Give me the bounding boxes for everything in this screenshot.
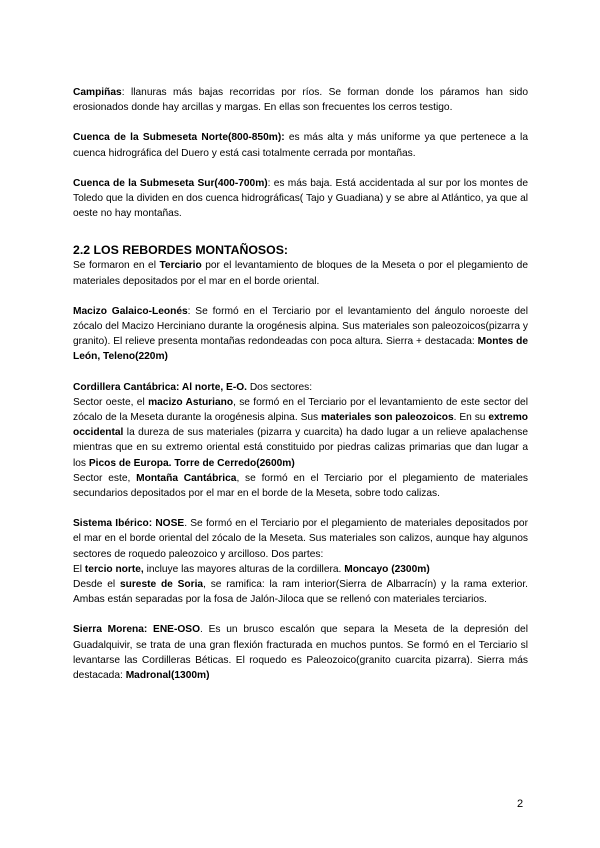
text-campinas: : llanuras más bajas recorridas por ríos. Se forman donde los páramos han sido erosionados donde hay arcillas y margas. En ellas son frecuentes los cerros testigo. — [73, 87, 528, 114]
bold-montana-cantabrica: Montaña Cantábrica — [136, 472, 237, 484]
text-este-2: , se formó en el Terciario por el plegamiento de materiales secundarios depositados por el mar en el borde de la Meseta, sobre todo calizas. — [73, 472, 528, 500]
text-oeste-1: Sector oeste, el — [73, 396, 149, 408]
highlight-montes-leon: Montes de León, Teleno(220m) — [73, 336, 528, 363]
text-intro-1: Se formaron en el — [73, 260, 160, 272]
text-ibnorte-2: incluye las mayores alturas de la cordillera. — [143, 563, 345, 575]
section-heading: 2.2 LOS REBORDES MONTAÑOSOS: — [73, 243, 288, 258]
term-iberico: Sistema Ibérico: NOSE — [73, 518, 185, 530]
text-oeste-2: , se formó en el Terciario por el levantamiento de este sector del zócalo de la Meseta durante la orogénesis alpina. Sus — [73, 396, 528, 424]
text-cuenca-sur: : es más baja. Está accidentada al sur por los montes de Toledo que la dividen en dos cuenca hidrográficas( Tajo y Guadiana) y se abre al Atlántico, ya que al oeste no hay montañas. — [73, 177, 528, 220]
paragraph-cantabrica-este — [73, 471, 528, 501]
term-cuenca-norte: Cuenca de la Submeseta Norte(800-850m): — [73, 132, 285, 144]
term-cantabrica: Cordillera Cantábrica: Al norte, E-O. — [73, 381, 247, 393]
text-ibsur-1: Desde el — [73, 579, 120, 591]
text-intro-2: por el levantamiento de bloques de la Meseta o por el plegamiento de materiales depositados por el mar en el borde oriental. — [73, 260, 529, 287]
text-este-1: Sector este, — [73, 472, 137, 484]
paragraph-iberico-norte — [73, 562, 528, 577]
text-ibsur-2: , se ramifica: la ram interior(Sierra de Albarracín) y la rama exterior. Ambas están separadas por la fosa de Jalón-Jiloca que se rellenó con materiales terciarios. — [73, 579, 528, 606]
text-oeste-4: la dureza de sus materiales (pizarra y cuarcita) ha dado lugar a un relieve apalachense mientras que en su extremo oriental está constituido por piedras calizas primarias que dan lugar a los — [73, 427, 528, 469]
text-cantabrica: Dos sectores: — [246, 381, 313, 393]
paragraph-cuenca-norte — [73, 130, 528, 160]
page-content — [73, 85, 528, 698]
text-ibnorte-1: El — [73, 563, 85, 575]
paragraph-macizo — [73, 304, 528, 365]
bold-terciario: Terciario — [159, 260, 202, 272]
term-macizo: Macizo Galaico-Leonés — [73, 305, 188, 317]
paragraph-intro — [73, 258, 528, 288]
paragraph-cantabrica-oeste — [73, 395, 528, 471]
bold-moncayo: Moncayo (2300m) — [344, 563, 430, 575]
paragraph-iberico-sur — [73, 577, 528, 607]
text-macizo: : Se formó en el Terciario por el levantamiento del ángulo noroeste del zócalo del Macizo Herciniano durante la orogénesis alpina. Sus materiales son paleozoicos(pizarra y granito). El relieve presenta montañas redondeadas con poca altura. Sierra + destacada: — [73, 305, 528, 348]
bold-tercio-norte: tercio norte, — [84, 563, 144, 575]
bold-picos-europa: Picos de Europa. Torre de Cerredo(2600m) — [88, 457, 295, 469]
page-number: 2 — [517, 798, 524, 810]
paragraph-sierra-morena — [73, 622, 528, 683]
paragraph-cuenca-sur — [73, 176, 528, 222]
term-campinas: Campiñas — [73, 87, 122, 98]
term-sierra-morena: Sierra Morena: ENE-OSO — [73, 624, 201, 636]
highlight-madronal: Madronal(1300m) — [125, 670, 210, 682]
paragraph-campinas — [73, 85, 528, 115]
text-oeste-3: . En su — [453, 412, 489, 424]
paragraph-iberico — [73, 516, 528, 562]
text-sierra-morena: . Es un brusco escalón que separa la Meseta de la depresión del Guadalquivir, se trata de una gran flexión fracturada en muchos puntos. Se formó en el Terciario sl levantarse las Cordilleras Béticas. El roquedo es Paleozoico(granito cuarcita pizarra). Sierra más destacada: — [73, 624, 528, 682]
text-iberico: . Se formó en el Terciario por el plegamiento de materiales depositados por el mar en el borde oriental del zócalo de la Meseta. Sus materiales son calizos, aunque hay algunos sectores de roquedo paleozoico y arcilloso. Dos partes: — [73, 518, 528, 560]
text-cuenca-norte: es más alta y más uniforme ya que pertenece a la cuenca hidrográfica del Duero y está casi totalmente cerrada por montañas. — [73, 132, 528, 159]
paragraph-cantabrica — [73, 380, 528, 395]
term-cuenca-sur: Cuenca de la Submeseta Sur(400-700m) — [73, 177, 268, 189]
bold-sureste-soria: sureste de Soria — [119, 579, 204, 591]
bold-macizo-asturiano: macizo Asturiano — [148, 396, 234, 408]
bold-materiales-paleozoicos: materiales son paleozoicos — [321, 412, 454, 424]
bold-extremo-occidental: extremo occidental — [73, 412, 528, 439]
